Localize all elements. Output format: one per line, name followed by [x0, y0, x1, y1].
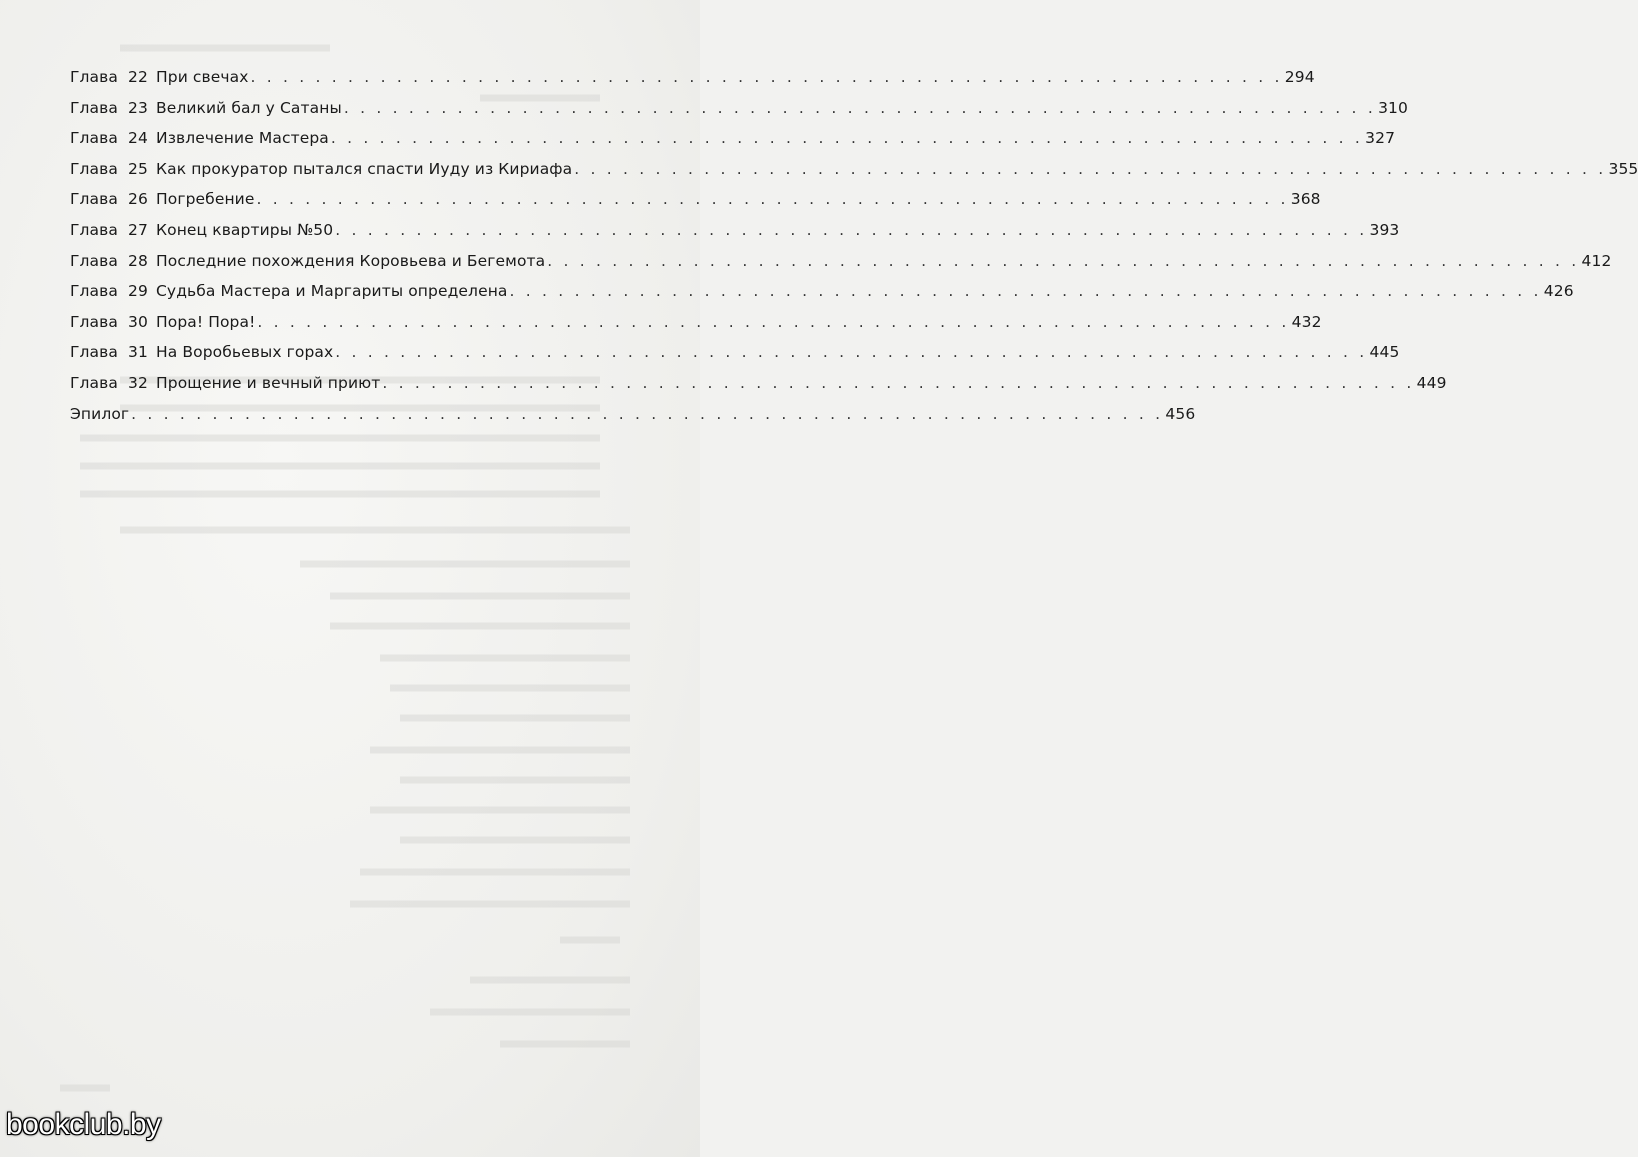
chapter-number: 28 — [128, 251, 148, 270]
chapter-label: Глава — [70, 251, 118, 270]
toc-entry-26 — [70, 190, 1321, 221]
dot-leader — [251, 68, 1283, 86]
toc-entry-24 — [70, 129, 1396, 160]
chapter-title: Как прокуратор пытался спасти Иуду из Кириафа — [156, 159, 573, 178]
chapter-number: 22 — [128, 68, 148, 86]
dot-leader — [257, 190, 1289, 208]
chapter-title: Прощение и вечный приют — [156, 373, 381, 392]
dot-leader — [510, 282, 1542, 300]
chapter-title: Погребение — [156, 190, 255, 209]
dot-leader — [131, 405, 1163, 423]
chapter-number: 27 — [128, 220, 148, 239]
page-number: 449 — [1416, 373, 1447, 392]
page-number: 456 — [1165, 404, 1196, 423]
page-number: 412 — [1581, 251, 1612, 270]
chapter-number: 31 — [128, 343, 148, 362]
epilogue-label: Эпилог — [70, 404, 130, 423]
page-number: 368 — [1290, 190, 1321, 209]
chapter-label: Глава — [70, 282, 118, 301]
dot-leader — [574, 160, 1606, 178]
toc-entry-31 — [70, 343, 1400, 374]
toc-entry-28 — [70, 251, 1612, 283]
dot-leader — [382, 374, 1414, 392]
chapter-label: Глава — [70, 129, 118, 148]
toc-entry-27 — [70, 220, 1400, 252]
page-number: 310 — [1378, 98, 1408, 117]
chapter-number: 23 — [128, 98, 148, 117]
toc-entry-22 — [70, 68, 1315, 99]
chapter-label: Глава — [70, 312, 118, 331]
chapter-number: 29 — [128, 282, 148, 301]
chapter-number: 24 — [128, 129, 148, 148]
chapter-number: 25 — [128, 159, 148, 178]
dot-leader — [547, 252, 1579, 270]
page-number: 294 — [1284, 68, 1315, 86]
chapter-title: При свечах — [156, 68, 249, 86]
page-number: 445 — [1369, 343, 1400, 362]
chapter-title: Судьба Мастера и Маргариты определена — [156, 282, 508, 301]
chapter-number: 32 — [128, 373, 148, 392]
page-number: 426 — [1543, 282, 1574, 301]
toc-entry-32 — [70, 373, 1447, 405]
chapter-number: 30 — [128, 312, 148, 331]
chapter-title: Пора! Пора! — [156, 312, 256, 331]
toc-entry-30 — [70, 312, 1322, 344]
site-watermark: bookclub.by — [6, 1108, 161, 1141]
chapter-label: Глава — [70, 98, 118, 117]
toc-entry-epilogue — [70, 404, 1196, 436]
dot-leader — [257, 313, 1289, 331]
page-number: 432 — [1291, 312, 1322, 331]
chapter-title: Конец квартиры №50 — [156, 220, 334, 239]
chapter-label: Глава — [70, 159, 118, 178]
toc-entry-29 — [70, 282, 1574, 313]
chapter-title: Последние похождения Коровьева и Бегемота — [156, 251, 546, 270]
chapter-label: Глава — [70, 343, 118, 362]
chapter-title: Великий бал у Сатаны — [156, 98, 342, 117]
chapter-title: Извлечение Мастера — [156, 129, 329, 148]
chapter-label: Глава — [70, 220, 118, 239]
dot-leader — [335, 221, 1367, 239]
chapter-label: Глава — [70, 190, 118, 209]
page-number: 327 — [1365, 129, 1396, 148]
page-number: 393 — [1369, 220, 1400, 239]
dot-leader — [335, 343, 1367, 361]
chapter-title: На Воробьевых горах — [156, 343, 334, 362]
dot-leader — [331, 129, 1363, 147]
page-number: 355 — [1608, 159, 1638, 178]
toc-entry-25 — [70, 159, 1638, 191]
chapter-label: Глава — [70, 373, 118, 392]
chapter-label: Глава — [70, 68, 118, 86]
chapter-number: 26 — [128, 190, 148, 209]
dot-leader — [344, 99, 1376, 117]
toc-entry-23 — [70, 98, 1408, 130]
table-of-contents — [70, 68, 1638, 435]
